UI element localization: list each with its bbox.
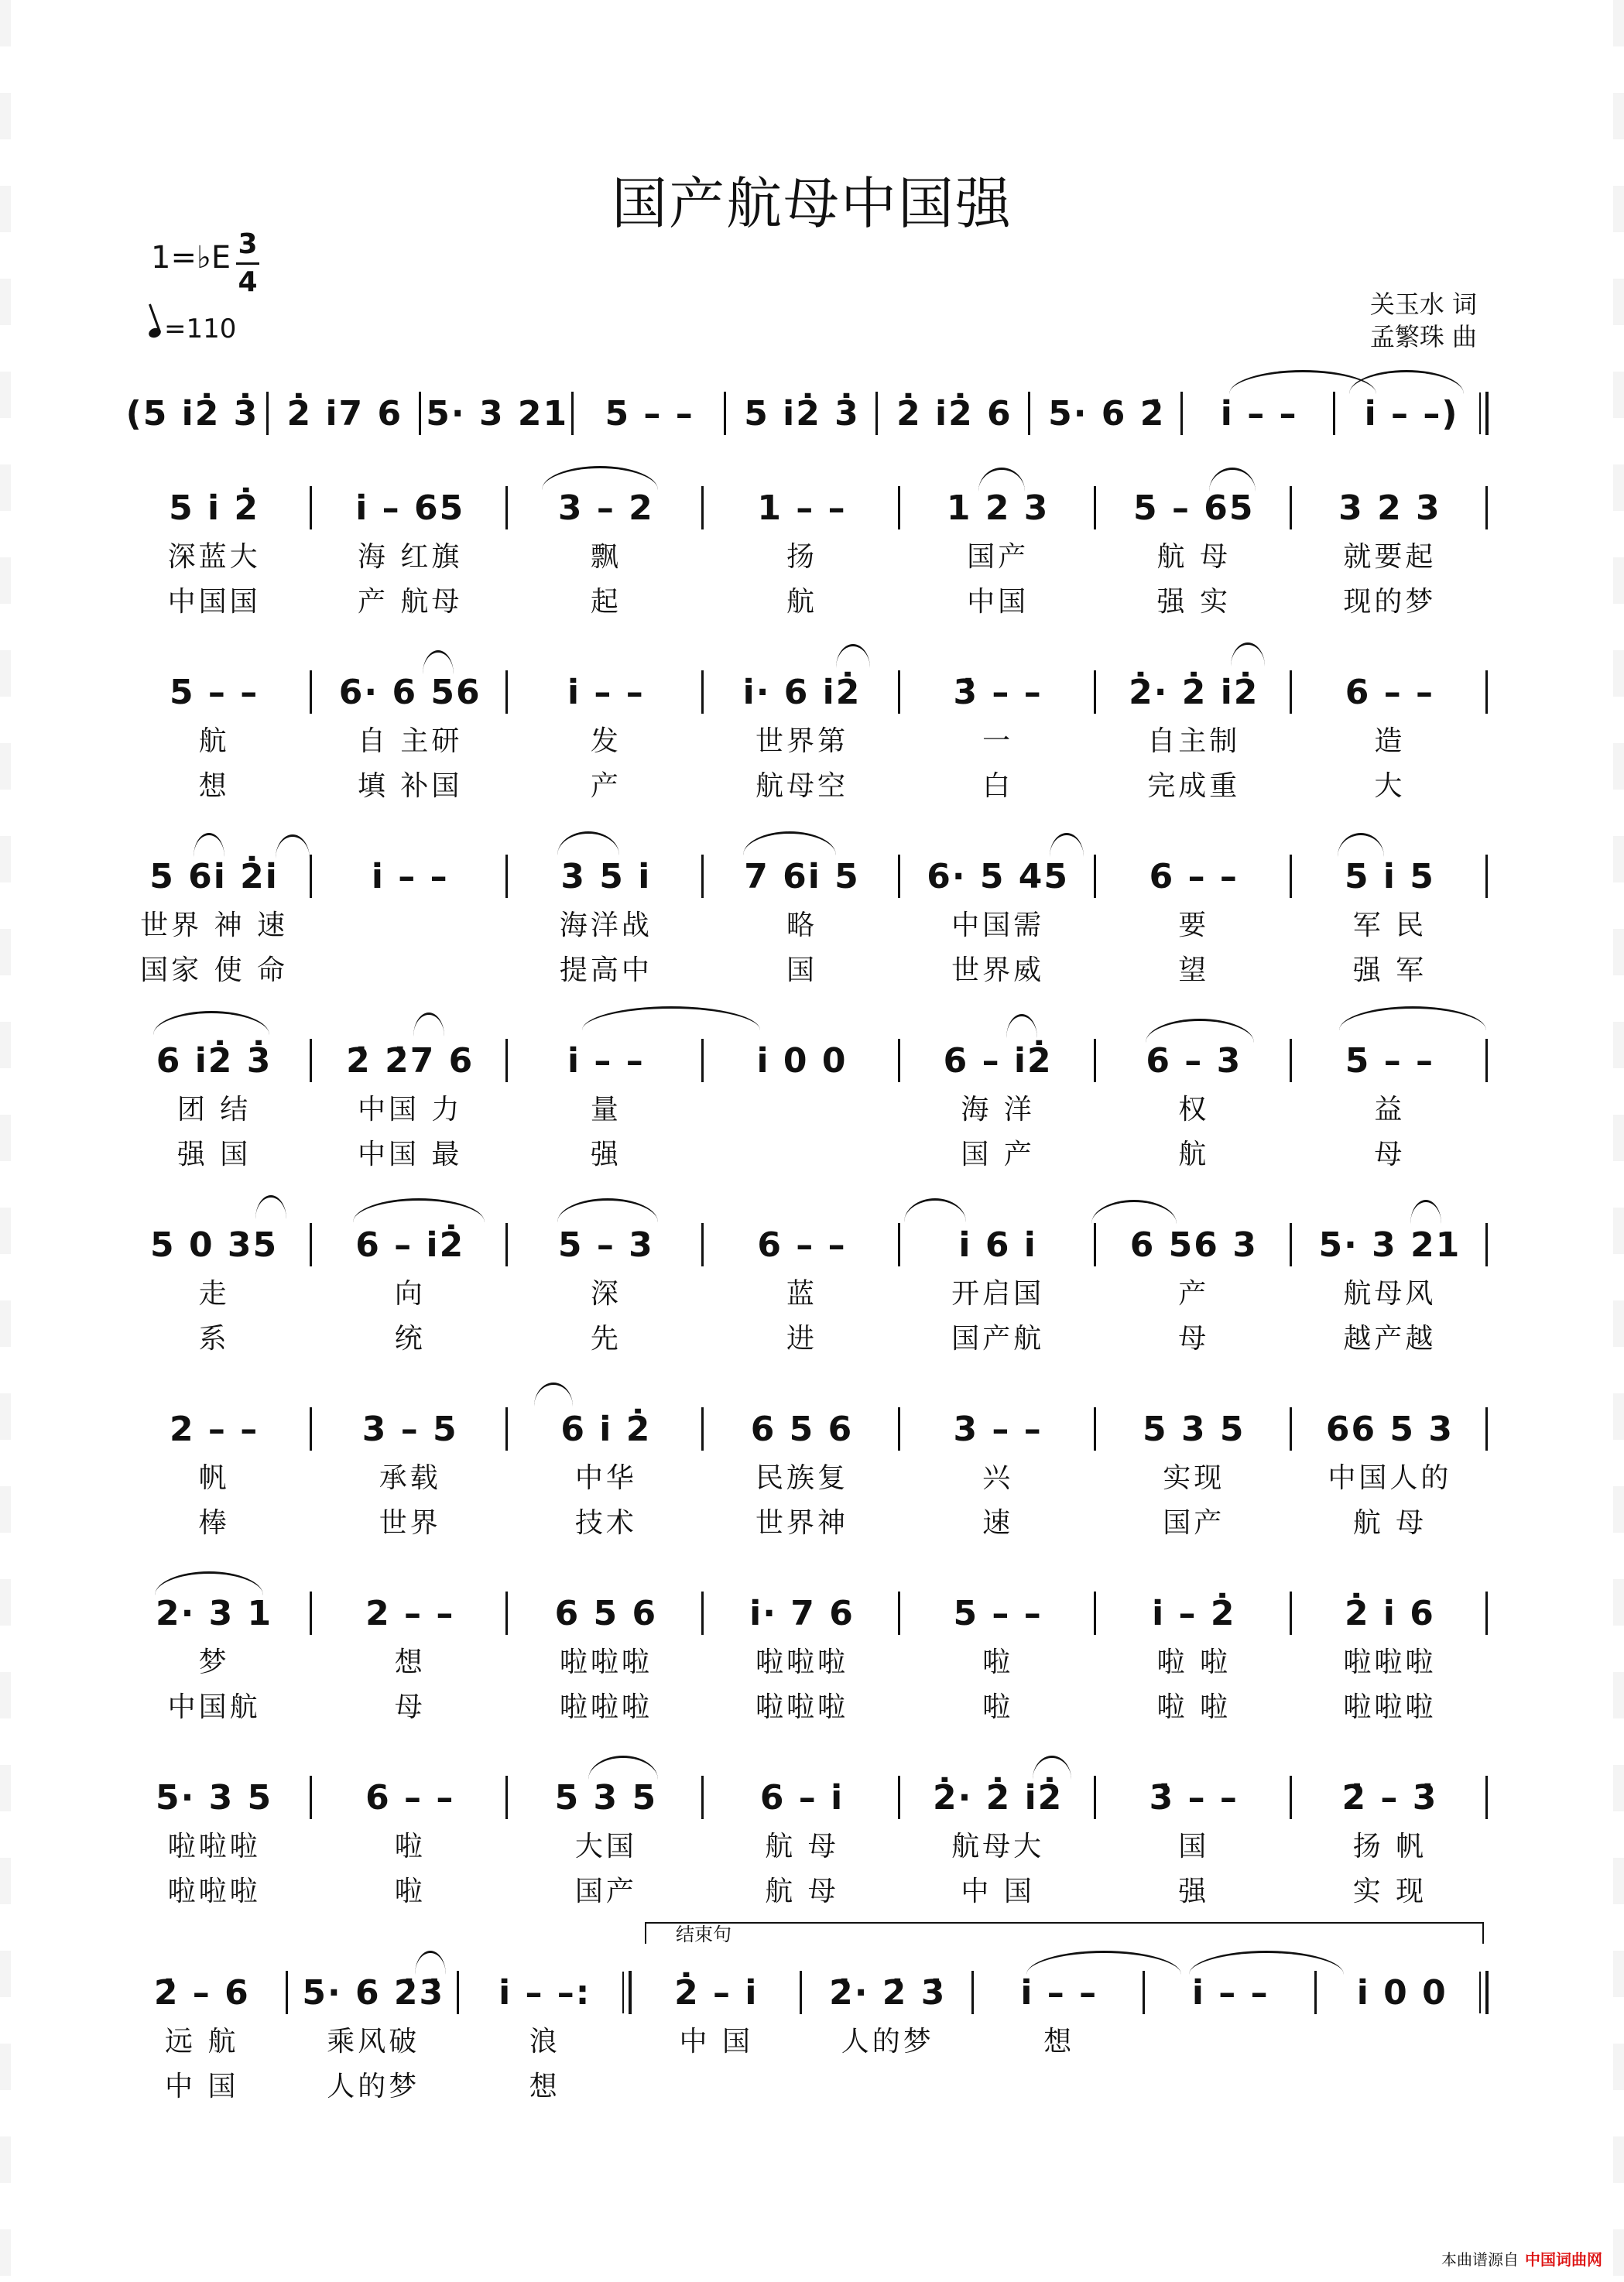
- lyric-syllables: 蓝: [786, 1278, 817, 1310]
- slur-mark: [1091, 1200, 1177, 1224]
- fraction-bar: [236, 262, 259, 265]
- lyric-syllables: 中 国: [165, 2071, 239, 2102]
- measure: 5· 3 21: [1318, 1225, 1461, 1265]
- lyric-syllables: 兴: [982, 1462, 1014, 1494]
- measure: 6 – –: [1149, 857, 1239, 896]
- footer-source: 本曲谱源自: [1441, 2250, 1519, 2269]
- measure: 1 – –: [757, 488, 847, 528]
- measure: i̇ – –: [1020, 1973, 1098, 2013]
- measure: i̇ – –: [371, 857, 449, 896]
- lyrics-verse-1: [116, 725, 1488, 759]
- lyric-syllables: 航 母: [1352, 1507, 1427, 1539]
- measure: 3 2 3: [1338, 488, 1441, 528]
- slur-mark: [743, 831, 836, 855]
- lyric-syllables: 啦啦啦: [559, 1646, 653, 1678]
- lyric-syllables: 完成重: [1147, 770, 1241, 802]
- measure: 2 – –: [169, 1410, 259, 1449]
- lyric-syllables: 国: [786, 954, 817, 986]
- measure: 5 – –: [169, 673, 259, 712]
- lyric-syllables: 中国需: [951, 910, 1045, 941]
- measure: 5 3 5: [554, 1778, 658, 1818]
- lyric-syllables: 发: [590, 725, 622, 757]
- slur-mark: [1339, 1006, 1486, 1030]
- measure: i̇ – –: [567, 673, 645, 712]
- lyric-syllables: 略: [786, 910, 817, 941]
- measure: 2̇· 2̇ i̇2̇: [1129, 673, 1259, 712]
- slur-mark: [542, 466, 658, 490]
- measure: 5 3 5: [1143, 1410, 1245, 1449]
- measure: 6 – –: [757, 1225, 847, 1265]
- lyric-syllables: 现的梦: [1343, 586, 1437, 618]
- left-watermark-strip: [0, 0, 11, 2282]
- slur-mark: [353, 1198, 485, 1222]
- lyric-syllables: 国产: [1163, 1507, 1225, 1539]
- lyric-syllables: 母: [1178, 1323, 1210, 1355]
- lyrics-verse-2: [116, 1506, 1488, 1540]
- slur-mark: [557, 1198, 658, 1222]
- lyric-syllables: 海洋战: [559, 910, 653, 941]
- bar-line: [1485, 1776, 1488, 1819]
- tempo-value: =110: [164, 314, 237, 344]
- lyrics-verse-2: [116, 954, 1488, 988]
- lyric-syllables: 想: [394, 1646, 426, 1678]
- lyrics-verse-1: [116, 1461, 1488, 1496]
- lyric-syllables: 海 洋: [961, 1094, 1035, 1126]
- lyric-syllables: 海 红旗: [357, 541, 463, 573]
- measure: 3 – 5: [361, 1410, 458, 1449]
- lyric-syllables: 强 实: [1156, 586, 1231, 618]
- lyric-syllables: 向: [394, 1278, 426, 1310]
- measure: 5· 3 5: [155, 1778, 273, 1818]
- slur-mark: [1033, 1756, 1071, 1780]
- lyric-syllables: 国产: [967, 541, 1030, 573]
- measure: 6 – i̇2̇: [943, 1041, 1053, 1081]
- lyric-syllables: 啦啦啦: [167, 1831, 261, 1862]
- lyric-syllables: 造: [1374, 725, 1406, 757]
- notes-line: [116, 850, 1488, 904]
- lyric-syllables: 走: [198, 1278, 230, 1310]
- measure: 5· 6 2̇: [1048, 394, 1166, 433]
- measure: i̇ – 2̇: [1152, 1594, 1236, 1633]
- measure: i̇· 6 i̇2̇: [742, 673, 862, 712]
- measure: 2̇ i̇7 6: [286, 394, 403, 433]
- lyric-syllables: 啦: [394, 1831, 426, 1862]
- measure: 2̇ – 3̇: [1341, 1778, 1438, 1818]
- lyric-syllables: 中国人的: [1328, 1462, 1452, 1494]
- lyric-syllables: 自 主研: [357, 725, 463, 757]
- quarter-note-icon: [147, 327, 162, 340]
- lyrics-verse-1: [116, 1277, 1488, 1311]
- lyric-syllables: 航母风: [1343, 1278, 1437, 1310]
- slur-mark: [582, 1006, 760, 1030]
- lyric-syllables: 啦啦啦: [167, 1876, 261, 1907]
- measure: 6 56 3: [1129, 1225, 1258, 1265]
- measure: 2· 3 1: [155, 1594, 273, 1633]
- measure: 5 – –: [953, 1594, 1043, 1633]
- lyric-syllables: 想: [198, 770, 230, 802]
- slur-mark: [194, 833, 224, 857]
- lyrics-verse-1: [116, 540, 1488, 574]
- lyric-syllables: 中 国: [679, 2026, 753, 2058]
- lyric-syllables: 军 民: [1352, 910, 1427, 941]
- lyric-syllables: 啦 啦: [1156, 1646, 1231, 1678]
- lyric-syllables: 浪: [529, 2026, 560, 2058]
- lyric-syllables: 梦: [198, 1646, 230, 1678]
- lyric-syllables: 啦 啦: [1156, 1691, 1231, 1723]
- lyric-syllables: 航: [786, 586, 817, 618]
- slur-mark: [1349, 370, 1464, 394]
- measure: 2̇ – 6: [153, 1973, 250, 2013]
- lyrics-verse-1: [116, 909, 1488, 943]
- slur-mark: [836, 644, 870, 668]
- measure: 5 0 35: [150, 1225, 279, 1265]
- slur-mark: [1050, 833, 1084, 857]
- lyric-syllables: 进: [786, 1323, 817, 1355]
- lyric-syllables: 中国航: [167, 1691, 261, 1723]
- slur-mark: [1231, 642, 1265, 666]
- measure: i̇ – –: [1191, 1973, 1269, 2013]
- lyric-syllables: 产: [1178, 1278, 1210, 1310]
- measure: 2̇ i̇ 6: [1344, 1594, 1435, 1633]
- measure: 6 – 3: [1146, 1041, 1242, 1081]
- measure: i̇· 7 6: [749, 1594, 855, 1633]
- slur-mark: [1338, 833, 1384, 857]
- lyric-syllables: 一: [982, 725, 1014, 757]
- lyric-syllables: 母: [394, 1691, 426, 1723]
- lyric-syllables: 填 补国: [357, 770, 463, 802]
- lyric-syllables: 实 现: [1352, 1876, 1427, 1907]
- measure: 3̇ – –: [953, 673, 1043, 712]
- notes-line: [116, 666, 1488, 720]
- lyric-syllables: 产: [590, 770, 622, 802]
- measure: i̇ – 65: [355, 488, 465, 528]
- notes-line: [116, 387, 1488, 441]
- measure: 3 5 i̇: [560, 857, 652, 896]
- slur-mark: [904, 1198, 966, 1222]
- slur-mark: [978, 468, 1025, 492]
- measure: 5 6i̇ 2̇i̇: [149, 857, 279, 896]
- measure: 3 – –: [953, 1410, 1043, 1449]
- notes-line: [116, 1034, 1488, 1088]
- lyric-syllables: 飘: [590, 541, 622, 573]
- lyric-syllables: 望: [1178, 954, 1210, 986]
- lyric-syllables: 强: [1178, 1876, 1210, 1907]
- slur-mark: [423, 650, 454, 674]
- measure: 2̇· 2̇ 3̇: [829, 1973, 947, 2013]
- measure: 5 – –: [1345, 1041, 1435, 1081]
- slur-mark: [1026, 1951, 1181, 1975]
- bar-line: [1485, 486, 1488, 529]
- slur-mark: [1209, 468, 1256, 492]
- lyric-syllables: 中国 力: [357, 1094, 463, 1126]
- measure: i̇ – –): [1364, 394, 1459, 433]
- lyric-syllables: 航母大: [951, 1831, 1045, 1862]
- measure: i̇ 6 i̇: [958, 1225, 1037, 1265]
- measure: 2̇· 2̇ i̇2̇: [932, 1778, 1064, 1818]
- lyric-syllables: 啦: [982, 1646, 1014, 1678]
- slur-mark: [1410, 1200, 1441, 1224]
- lyric-syllables: 世界威: [951, 954, 1045, 986]
- slur-mark: [155, 1571, 263, 1595]
- lyric-syllables: 量: [590, 1094, 622, 1126]
- lyric-syllables: 航 母: [765, 1831, 839, 1862]
- lyric-syllables: 开启国: [951, 1278, 1045, 1310]
- slur-mark: [1006, 1014, 1037, 1038]
- lyric-syllables: 强 国: [176, 1139, 252, 1170]
- measure: 5 i̇ 2̇: [169, 488, 260, 528]
- lyric-syllables: 大国: [574, 1831, 637, 1862]
- lyric-syllables: 啦啦啦: [1343, 1646, 1437, 1678]
- notes-line: [116, 1587, 1488, 1641]
- lyric-syllables: 国: [1178, 1831, 1210, 1862]
- slur-mark: [1146, 1019, 1254, 1043]
- slur-mark: [413, 1013, 444, 1036]
- lyric-syllables: 益: [1374, 1094, 1406, 1126]
- measure: 2̇ 2̇7 6: [346, 1041, 475, 1081]
- lyric-syllables: 速: [982, 1507, 1014, 1539]
- lyric-syllables: 中国国: [167, 586, 261, 618]
- repeat-bar-line: [629, 1971, 632, 2014]
- measure: 5 i̇2̇ 3̇: [744, 394, 860, 433]
- slur-mark: [276, 834, 310, 858]
- measure: 6 – –: [365, 1778, 455, 1818]
- lyric-syllables: 产 航母: [357, 586, 463, 618]
- lyrics-verse-1: [116, 1830, 1488, 1864]
- lyric-syllables: 远 航: [165, 2026, 239, 2058]
- lyric-syllables: 先: [590, 1323, 622, 1355]
- slur-mark: [534, 1383, 573, 1407]
- lyric-syllables: 起: [590, 586, 622, 618]
- measure: 1 2 3: [946, 488, 1050, 528]
- lyric-syllables: 航 母: [765, 1876, 839, 1907]
- bar-line: [1485, 670, 1488, 714]
- lyrics-verse-2: [116, 2070, 1488, 2104]
- lyric-syllables: 要: [1178, 910, 1210, 941]
- bar-line: [1485, 1039, 1488, 1082]
- footer-site: 中国词曲网: [1525, 2250, 1602, 2269]
- slur-mark: [415, 1951, 446, 1975]
- measure: 5· 6 2̇3̇: [302, 1973, 445, 2013]
- lyric-syllables: 提高中: [559, 954, 653, 986]
- lyric-syllables: 承载: [379, 1462, 441, 1494]
- measure: 5· 3 21: [426, 394, 569, 433]
- measure: 6 5 6: [750, 1410, 854, 1449]
- slur-mark: [588, 1756, 658, 1780]
- measure: 3 – 2: [557, 488, 654, 528]
- lyric-syllables: 强: [590, 1139, 622, 1170]
- lyrics-verse-1: [116, 1646, 1488, 1680]
- lyric-syllables: 团 结: [176, 1094, 252, 1126]
- lyric-syllables: 国产航: [951, 1323, 1045, 1355]
- lyric-syllables: 民族复: [755, 1462, 848, 1494]
- lyrics-verse-2: [116, 1322, 1488, 1356]
- lyric-syllables: 实现: [1163, 1462, 1225, 1494]
- lyric-syllables: 啦: [982, 1691, 1014, 1723]
- measure: 7 6i̇ 5: [744, 857, 860, 896]
- lyric-syllables: 国 产: [961, 1139, 1035, 1170]
- lyric-syllables: 世界第: [755, 725, 848, 757]
- lyrics-verse-1: [116, 1093, 1488, 1127]
- lyric-syllables: 大: [1374, 770, 1406, 802]
- lyric-syllables: 统: [394, 1323, 426, 1355]
- lyric-syllables: 深蓝大: [167, 541, 261, 573]
- measure: 5 – 3: [557, 1225, 654, 1265]
- measure: i̇ – –: [567, 1041, 645, 1081]
- lyrics-verse-2: [116, 585, 1488, 619]
- measure: 6· 6 56: [338, 673, 481, 712]
- lyrics-verse-2: [116, 1138, 1488, 1172]
- notes-line: [116, 481, 1488, 536]
- measure: i̇ 0 0: [1356, 1973, 1448, 2013]
- measure: 66 5 3: [1325, 1410, 1454, 1449]
- lyric-syllables: 航母空: [755, 770, 848, 802]
- key-signature: 1=♭E: [151, 240, 231, 276]
- measure: 6· 5 45: [927, 857, 1070, 896]
- notes-line: [116, 1771, 1488, 1825]
- song-title: 国产航母中国强: [611, 171, 1012, 236]
- right-watermark-strip: [1613, 0, 1624, 2282]
- lyric-syllables: 乘风破: [327, 2026, 420, 2058]
- slur-mark: [1189, 1951, 1344, 1975]
- bar-line: [1485, 392, 1489, 435]
- lyric-syllables: 航: [1178, 1139, 1210, 1170]
- lyric-syllables: 国家 使 命: [140, 954, 289, 986]
- lyric-syllables: 啦啦啦: [755, 1646, 848, 1678]
- time-denominator: 4: [238, 266, 258, 298]
- lyric-syllables: 中国 最: [357, 1139, 463, 1170]
- measure: 2̇ – i̇: [674, 1973, 759, 2013]
- slur-mark: [557, 831, 619, 855]
- measure: i̇ – –: [1220, 394, 1298, 433]
- lyric-syllables: 国产: [574, 1876, 637, 1907]
- lyrics-verse-2: [116, 769, 1488, 803]
- measure: (5 i̇2̇ 3̇: [125, 394, 259, 433]
- lyric-syllables: 扬: [786, 541, 817, 573]
- lyric-syllables: 啦啦啦: [755, 1691, 848, 1723]
- slur-mark: [153, 1011, 269, 1035]
- measure: 6 – –: [1345, 673, 1435, 712]
- lyrics-verse-2: [116, 1691, 1488, 1725]
- bar-line: [1485, 1223, 1488, 1266]
- lyric-syllables: 强 军: [1352, 954, 1427, 986]
- bar-line: [1485, 1407, 1488, 1451]
- lyric-syllables: 就要起: [1343, 541, 1437, 573]
- measure: 5 – 65: [1133, 488, 1255, 528]
- lyric-syllables: 人的梦: [841, 2026, 934, 2058]
- bar-line: [1485, 855, 1488, 898]
- lyric-syllables: 深: [590, 1278, 622, 1310]
- time-numerator: 3: [238, 228, 258, 260]
- measure: i̇ – –:: [499, 1973, 591, 2013]
- bar-line: [1485, 1971, 1489, 2014]
- ending-label: 结束句: [676, 1924, 731, 1945]
- measure: 6 i̇ 2̇: [560, 1410, 652, 1449]
- measure: 2 – –: [365, 1594, 455, 1633]
- lyric-syllables: 航 母: [1156, 541, 1231, 573]
- lyric-syllables: 啦: [394, 1876, 426, 1907]
- measure: 5 i̇ 5: [1344, 857, 1435, 896]
- lyricist-credit: 关玉水 词: [1369, 290, 1477, 319]
- measure: 3̇ – –: [1149, 1778, 1239, 1818]
- measure: 6 – i̇2̇: [355, 1225, 465, 1265]
- measure: 6 i̇2̇ 3̇: [156, 1041, 272, 1081]
- lyric-syllables: 自主制: [1147, 725, 1241, 757]
- measure: 6 5 6: [554, 1594, 658, 1633]
- lyrics-verse-2: [116, 1875, 1488, 1909]
- composer-credit: 孟繁珠 曲: [1369, 322, 1477, 351]
- lyric-syllables: 啦啦啦: [1343, 1691, 1437, 1723]
- time-signature: [236, 229, 259, 298]
- measure: 6 – i̇: [759, 1778, 845, 1818]
- lyric-syllables: 权: [1178, 1094, 1210, 1126]
- lyric-syllables: 世界 神 速: [140, 910, 289, 941]
- lyric-syllables: 想: [529, 2071, 560, 2102]
- measure: i̇ 0 0: [756, 1041, 848, 1081]
- slur-mark: [255, 1195, 286, 1219]
- notes-line: [116, 1403, 1488, 1457]
- lyric-syllables: 扬 帆: [1352, 1831, 1427, 1862]
- lyric-syllables: 人的梦: [327, 2071, 420, 2102]
- lyric-syllables: 中华: [574, 1462, 637, 1494]
- lyric-syllables: 啦啦啦: [559, 1691, 653, 1723]
- lyric-syllables: 白: [982, 770, 1014, 802]
- footer-credit: [1441, 2247, 1602, 2270]
- lyrics-verse-1: [116, 2025, 1488, 2059]
- lyric-syllables: 越产越: [1343, 1323, 1437, 1355]
- bar-line: [1485, 1592, 1488, 1635]
- lyric-syllables: 想: [1043, 2026, 1075, 2058]
- lyric-syllables: 中国: [967, 586, 1030, 618]
- notes-line: [116, 1218, 1488, 1273]
- lyric-syllables: 航: [198, 725, 230, 757]
- ending-bracket: [645, 1922, 1484, 1944]
- lyric-syllables: 母: [1374, 1139, 1406, 1170]
- measure: 2̇ i̇2̇ 6: [896, 394, 1012, 433]
- lyric-syllables: 棒: [198, 1507, 230, 1539]
- lyric-syllables: 世界: [379, 1507, 441, 1539]
- lyric-syllables: 世界神: [755, 1507, 848, 1539]
- lyric-syllables: 中 国: [961, 1876, 1035, 1907]
- lyric-syllables: 系: [198, 1323, 230, 1355]
- lyric-syllables: 帆: [198, 1462, 230, 1494]
- lyric-syllables: 技术: [574, 1507, 637, 1539]
- measure: 5 – –: [605, 394, 694, 433]
- tempo-marking: [149, 314, 236, 344]
